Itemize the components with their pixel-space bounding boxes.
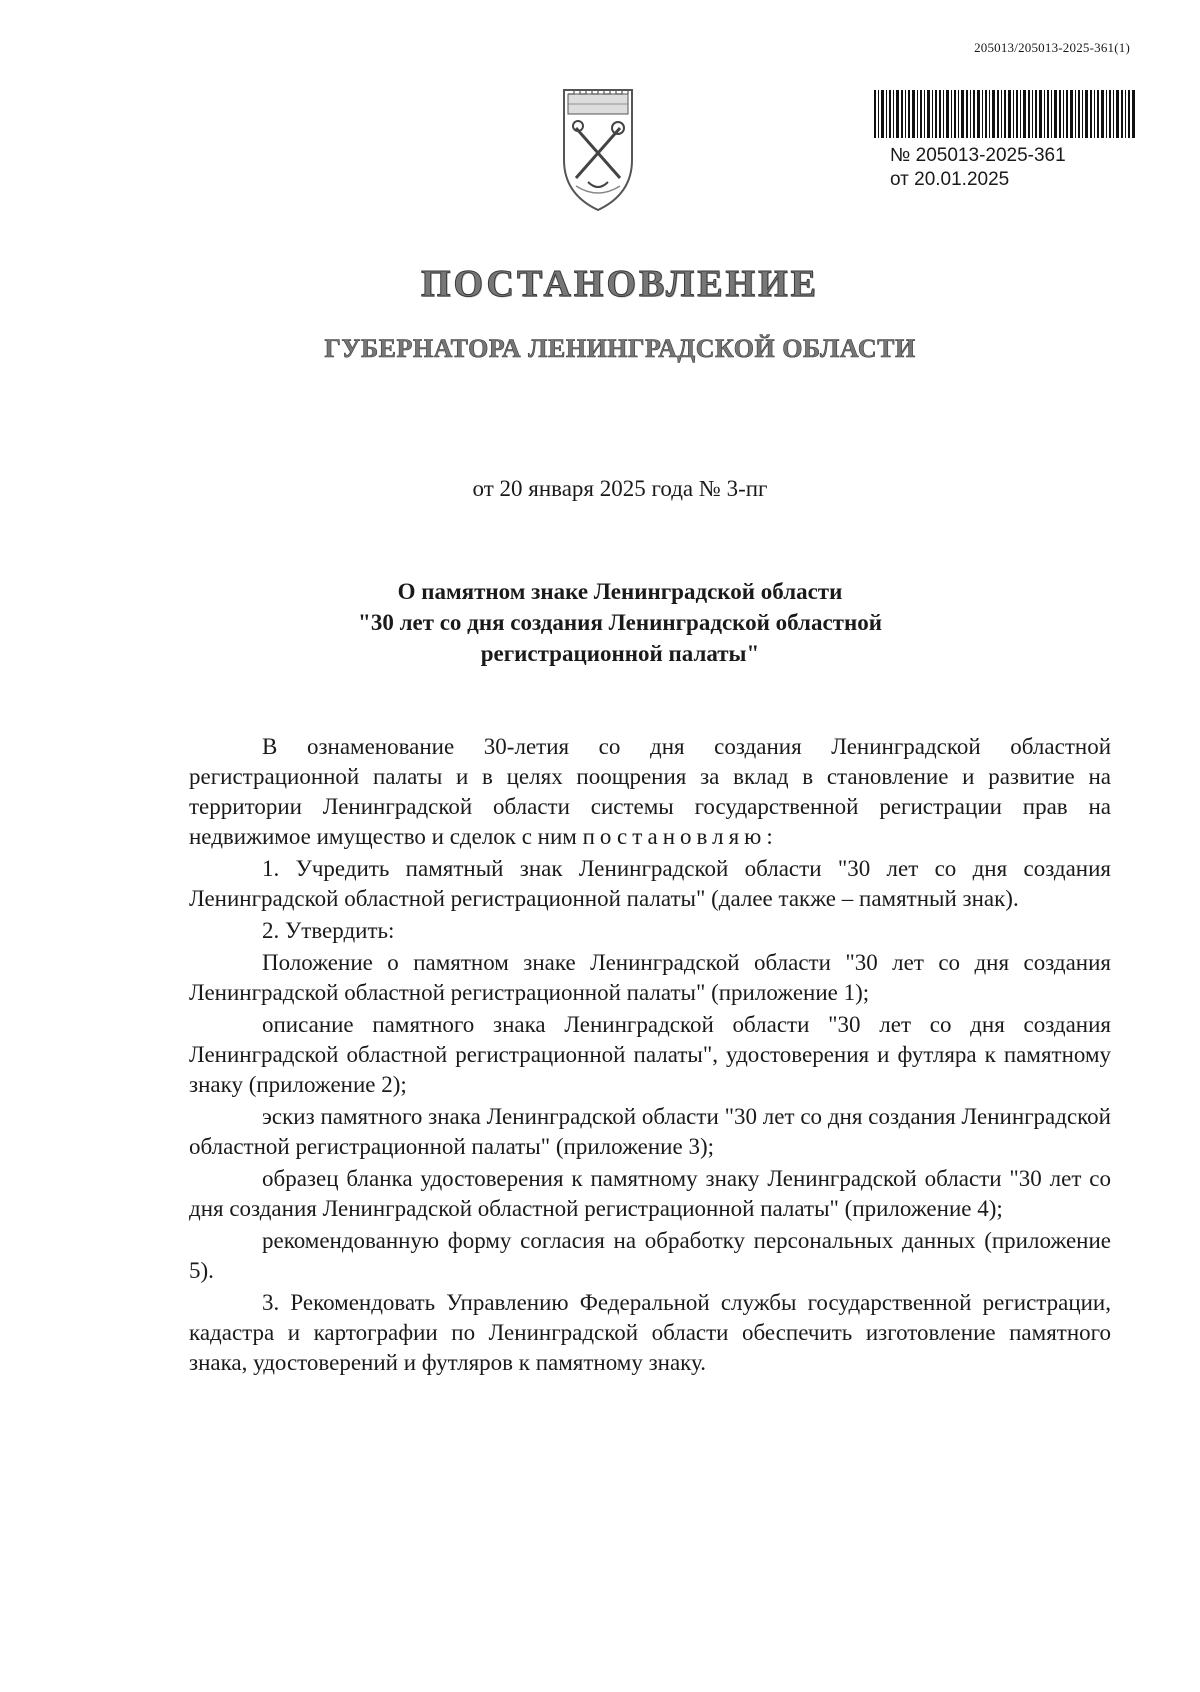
body-paragraph: 2. Утвердить: xyxy=(262,918,395,943)
registration-number: № 205013-2025-361 xyxy=(890,145,1066,166)
document-title: ПОСТАНОВЛЕНИЕ xyxy=(420,263,820,305)
registration-date: от 20.01.2025 xyxy=(890,169,1010,190)
document-reference-number: 205013/205013-2025-361(1) xyxy=(974,40,1130,55)
heading-line: О памятном знаке Ленинградской области xyxy=(397,579,843,604)
body-paragraph: рекомендованную форму согласия на обработку персональных данных (приложение 5). xyxy=(189,1228,1111,1283)
document-body xyxy=(189,732,1111,1380)
heading-line: "30 лет со дня создания Ленинградской областной xyxy=(358,610,882,635)
coat-of-arms-icon xyxy=(558,82,638,214)
body-paragraph: описание памятного знака Ленинградской области "30 лет со дня создания Ленинградской областной регистрационной палаты", удостоверения и футляра к памятному знаку (приложение 2); xyxy=(189,1012,1111,1097)
heading-line: регистрационной палаты" xyxy=(480,641,760,666)
barcode-icon xyxy=(874,90,1136,138)
intro-paragraph xyxy=(189,732,1111,852)
document-heading xyxy=(0,576,1200,669)
document-subtitle: ГУБЕРНАТОРА ЛЕНИНГРАДСКОЙ ОБЛАСТИ xyxy=(324,334,916,363)
intro-text: В ознаменование 30-летия со дня создания Ленинградской областной регистрационной палаты и в целях поощрения за вклад в становление и развитие на территории Ленинградской области системы государственной регистрации прав на недвижимое имущество и сделок с ним xyxy=(189,734,1111,849)
body-paragraph: образец бланка удостоверения к памятному знаку Ленинградской области "30 лет со дня создания Ленинградской областной регистрационной палаты" (приложение 4); xyxy=(189,1166,1111,1221)
registration-stamp xyxy=(890,144,1066,192)
decree-word: постановляю: xyxy=(582,824,778,849)
document-date-number: от 20 января 2025 года № 3-пг xyxy=(472,476,768,501)
body-paragraph: 1. Учредить памятный знак Ленинградской области "30 лет со дня создания Ленинградской областной регистрационной палаты" (далее также – памятный знак). xyxy=(189,856,1111,911)
body-paragraph: эскиз памятного знака Ленинградской области "30 лет со дня создания Ленинградской областной регистрационной палаты" (приложение 3); xyxy=(189,1104,1111,1159)
body-paragraph: 3. Рекомендовать Управлению Федеральной службы государственной регистрации, кадастра и картографии по Ленинградской области обеспечить изготовление памятного знака, удостоверений и футляров к памятному знаку. xyxy=(189,1290,1111,1375)
body-paragraph: Положение о памятном знаке Ленинградской области "30 лет со дня создания Ленинградской областной регистрационной палаты" (приложение 1); xyxy=(189,950,1111,1005)
